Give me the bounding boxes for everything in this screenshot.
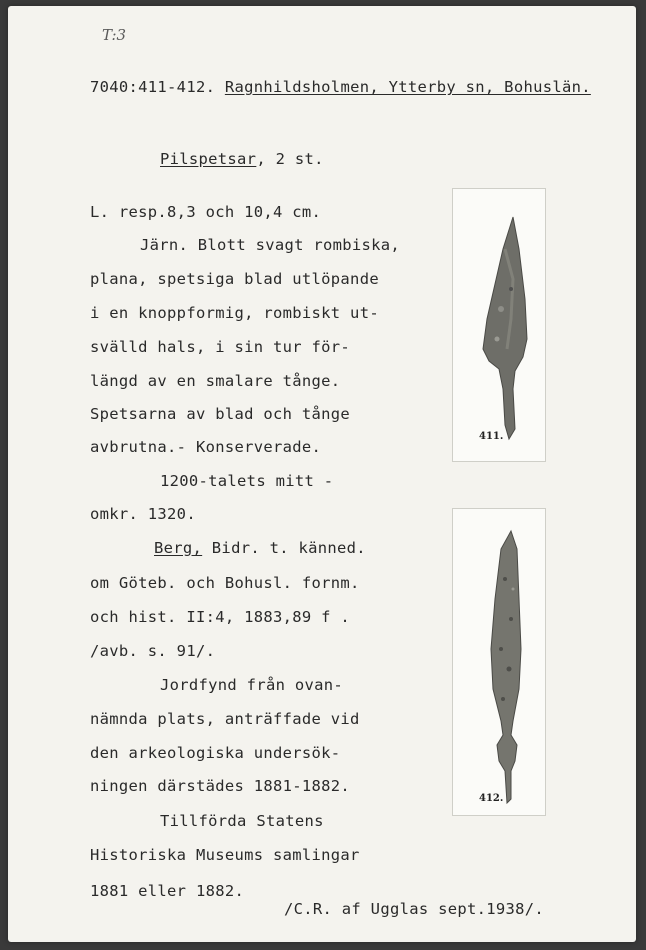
reference-line (154, 539, 366, 557)
body-line-1: Järn. Blott svagt rombiska, (140, 236, 401, 254)
body-line-5: längd av en smalare tånge. (90, 372, 341, 390)
photo-arrowhead-411 (452, 188, 546, 462)
reference-line-1: om Göteb. och Bohusl. fornm. (90, 574, 360, 592)
reference-title: Bidr. t. känned. (202, 539, 366, 557)
body-line-3: i en knoppformig, rombiskt ut- (90, 304, 379, 322)
catalog-number: 7040:411-412. (90, 78, 216, 96)
corner-mark: T:3 (102, 26, 127, 44)
header-line (90, 78, 591, 96)
body-line-7: avbrutna.- Konserverade. (90, 438, 322, 456)
arrowhead-412-image (453, 509, 545, 815)
body-line-0: L. resp.8,3 och 10,4 cm. (90, 203, 322, 221)
signature: /C.R. af Ugglas sept.1938/. (284, 900, 545, 918)
photo-arrowhead-412 (452, 508, 546, 816)
reference-line-3: /avb. s. 91/. (90, 642, 216, 660)
reference-line-2: och hist. II:4, 1883,89 f . (90, 608, 351, 626)
reference-author: Berg, (154, 539, 203, 557)
body-line-6: Spetsarna av blad och tånge (90, 405, 351, 423)
acquisition-line-2: 1881 eller 1882. (90, 882, 245, 900)
acquisition-line-0: Tillförda Statens (160, 812, 324, 830)
acquisition-line-1: Historiska Museums samlingar (90, 846, 360, 864)
find-place: Ragnhildsholmen, Ytterby sn, Bohuslän. (224, 78, 591, 96)
find-line-2: den arkeologiska undersök- (90, 744, 341, 762)
object-title-count: , 2 st. (256, 150, 324, 168)
body-line-2: plana, spetsiga blad utlöpande (90, 270, 379, 288)
find-line-0: Jordfynd från ovan- (160, 676, 344, 694)
find-line-3: ningen därstädes 1881-1882. (90, 777, 351, 795)
body-line-4: svälld hals, i sin tur för- (90, 338, 351, 356)
find-line-1: nämnda plats, anträffade vid (90, 710, 360, 728)
arrowhead-411-image (453, 189, 545, 461)
body-line-9: omkr. 1320. (90, 505, 196, 523)
photo-label-411: 411. (479, 431, 504, 442)
body-line-8: 1200-talets mitt - (160, 472, 334, 490)
photo-label-412: 412. (479, 793, 504, 804)
catalog-card (8, 6, 636, 942)
object-title (160, 150, 324, 168)
object-title-word: Pilspetsar (160, 150, 257, 168)
